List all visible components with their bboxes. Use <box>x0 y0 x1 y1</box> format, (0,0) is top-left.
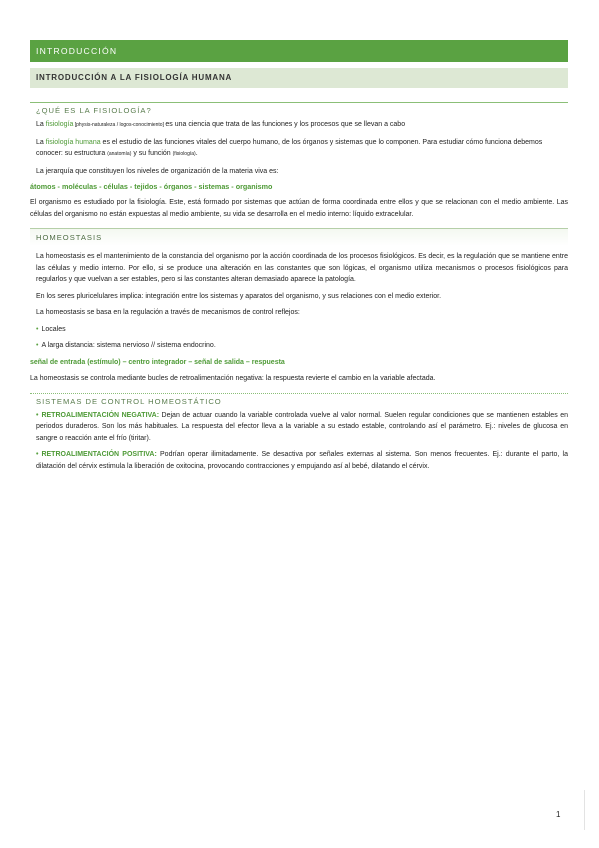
text: La <box>36 138 46 146</box>
flow-sequence: señal de entrada (estímulo) – centro integrador – señal de salida – respuesta <box>30 358 285 366</box>
text: es el estudio de las funciones vitales del cuerpo humano, de los órganos y sistemas que lo componen. Para estudiar cómo funciona debemos conocer: su estructura <box>36 138 543 157</box>
paragraph: La homeostasis se basa en la regulación a través de mecanismos de control reflejos: <box>36 309 300 316</box>
paragraph: La jerarquía que constituyen los niveles de organización de la materia viva es: <box>36 167 279 175</box>
subsection-title-fisiologia: ¿QUÉ ES LA FISIOLOGÍA? <box>36 106 152 115</box>
paragraph <box>30 137 568 161</box>
paragraph: En los seres pluricelulares implica: integración entre los sistemas y aparatos del organismo, y sus relaciones con el medio exterior. <box>36 292 442 300</box>
note: (anatomía) <box>107 151 132 157</box>
term: fisiología humana <box>45 138 101 146</box>
note: [physis-naturaleza / logos-conocimiento] <box>73 122 166 128</box>
document-page <box>30 40 568 472</box>
note: (fisiología) <box>172 151 196 157</box>
text: Podrían operar ilimitadamente. Se desactiva por señales externas al sistema. Son menos frecuentes. Ej.: durante el parto, la dilatación del cérvix estimula la liberación de oxitocina, provocando contracciones y empujando así al bebé, dilatando el cérvix. <box>36 451 568 470</box>
text: La <box>36 121 46 128</box>
paragraph: La homeostasis se controla mediante bucles de retroalimentación negativa: la respuesta revierte el cambio en la variable afectada. <box>30 375 436 382</box>
text: y su función <box>131 150 173 157</box>
text: Dejan de actuar cuando la variable controlada vuelve al valor normal. Suelen regular condiciones que se mantienen estables en periodos duraderos. Son los más habituales. La respuesta del efector lleva a la variable a su estado estable, controlando así el parámetro. Ej.: niveles de glucosa en sangre o reacción ante el frío (tiritar). <box>36 411 568 442</box>
hierarchy-chain: átomos - moléculas - células - tejidos - órganos - sistemas - organismo <box>30 182 273 191</box>
divider <box>30 102 568 103</box>
text: es una ciencia que trata de las funciones y los procesos que se llevan a cabo <box>165 121 406 128</box>
paragraph-positive-feedback <box>30 449 568 472</box>
margin-line <box>584 790 585 830</box>
chapter-header: INTRODUCCIÓN <box>30 40 568 62</box>
term: fisiología <box>45 121 74 128</box>
subsection-title-sistemas: SISTEMAS DE CONTROL HOMEOSTÁTICO <box>36 396 222 406</box>
paragraph: El organismo es estudiado por la fisiología. Este, está formado por sistemas que actúan de forma coordinada entre ellos y que se relacionan con el medio ambiente. Las células del organismo no están expuestas al medio ambiente, su vida se desarrolla en el medio interno: líquido extracelular. <box>30 199 568 218</box>
term: • RETROALIMENTACIÓN NEGATIVA: <box>36 412 159 419</box>
section-header: INTRODUCCIÓN A LA FISIOLOGÍA HUMANA <box>30 68 568 88</box>
text: . <box>195 150 198 157</box>
page-number: 1 <box>556 810 561 819</box>
list-item: • Locales <box>30 324 568 336</box>
divider <box>30 393 568 394</box>
paragraph-negative-feedback <box>30 410 568 445</box>
paragraph: La homeostasis es el mantenimiento de la constancia del organismo por la acción coordinada de los procesos fisiológicos. Es decir, es la regulación que se mantiene entre las células y medio interno. Por ello, si se produce una alteración en las constantes que son lógicas, el organismo utiliza mecanismos o procesos fisiológicos para regularlos y que vuelvan a ser estables, pero si las constantes alteran demasiado aparece la patología. <box>36 253 568 283</box>
list-item: • A larga distancia: sistema nervioso // sistema endocrino. <box>30 340 568 352</box>
term: • RETROALIMENTACIÓN POSITIVA: <box>36 451 157 458</box>
paragraph <box>30 119 568 132</box>
subsection-title-homeostasis: HOMEOSTASIS <box>30 228 568 246</box>
